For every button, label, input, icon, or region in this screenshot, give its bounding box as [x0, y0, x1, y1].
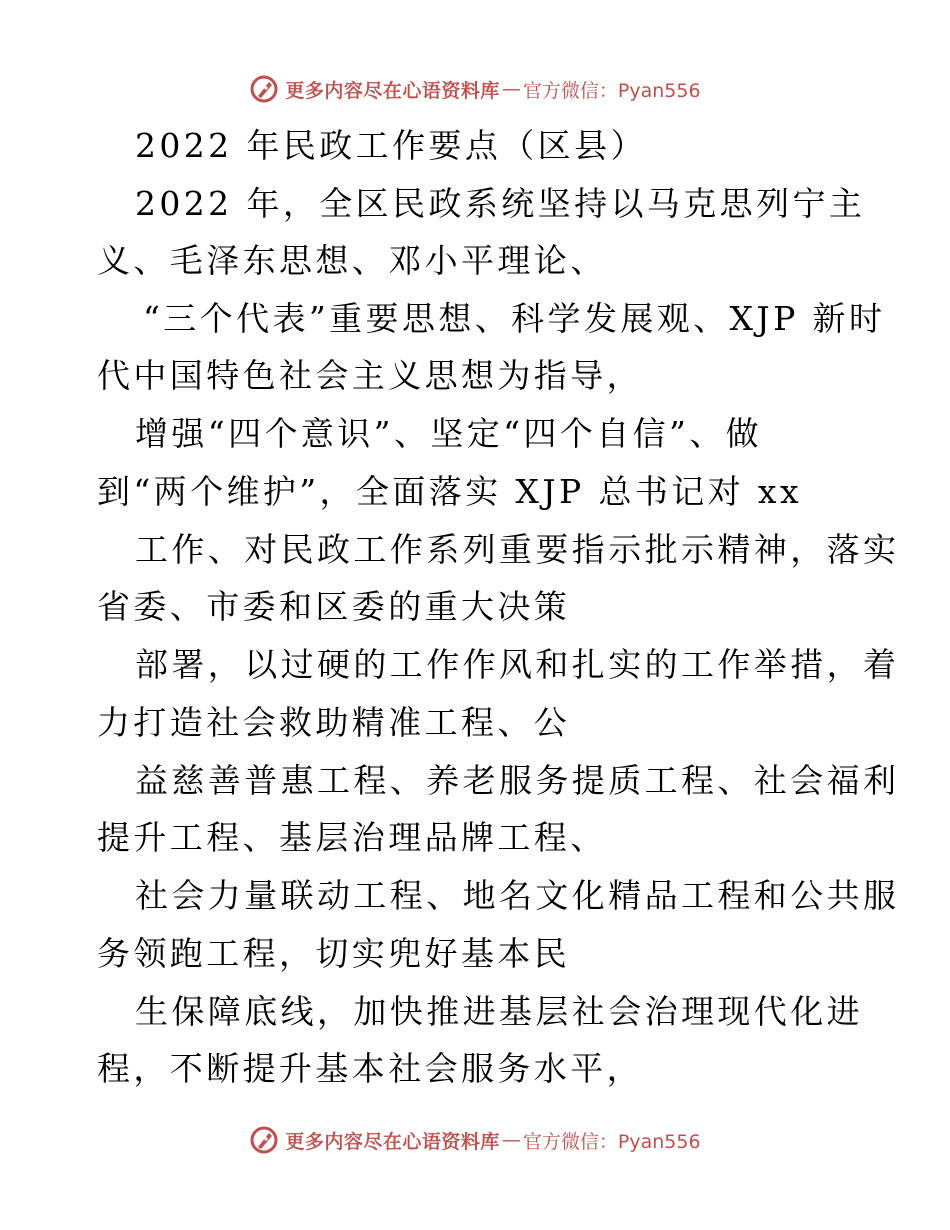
watermark-dash: — — [501, 78, 521, 100]
watermark-dash: — — [501, 1129, 521, 1151]
paragraph-line: 2022 年，全区民政系统坚持以马克思列宁主 — [135, 184, 866, 223]
paragraph-line: 义、毛泽东思想、邓小平理论、 — [97, 241, 607, 280]
pen-nib-circle-icon — [249, 1125, 279, 1155]
paragraph-line: 省委、市委和区委的重大决策 — [97, 587, 571, 626]
paragraph-line: 社会力量联动工程、地名文化精品工程和公共服 — [135, 876, 900, 915]
paragraph-line: 代中国特色社会主义思想为指导， — [97, 356, 643, 395]
paragraph-line: 到“两个维护”，全面落实 XJP 总书记对 xx — [97, 472, 802, 511]
watermark-text: 更多内容尽在心语资料库 — [285, 1130, 500, 1153]
watermark-account: 官方微信：Pyan556 — [522, 1130, 701, 1153]
footer-watermark — [0, 1123, 950, 1157]
watermark-account: 官方微信：Pyan556 — [522, 79, 701, 102]
paragraph-line: 务领跑工程，切实兜好基本民 — [97, 934, 571, 973]
header-watermark — [0, 72, 950, 106]
paragraph-line: 工作、对民政工作系列重要指示批示精神，落实 — [135, 530, 900, 569]
document-title: 2022 年民政工作要点（区县） — [135, 126, 647, 165]
paragraph-line: 增强“四个意识”、坚定“四个自信”、做 — [135, 414, 763, 453]
paragraph-line: 生保障底线，加快推进基层社会治理现代化进 — [135, 992, 863, 1031]
paragraph-line: 力打造社会救助精准工程、公 — [97, 703, 571, 742]
watermark-text: 更多内容尽在心语资料库 — [285, 79, 500, 102]
paragraph-line: “三个代表”重要思想、科学发展观、XJP 新时 — [143, 299, 886, 338]
paragraph-line: 提升工程、基层治理品牌工程、 — [97, 818, 607, 857]
pen-nib-circle-icon — [249, 74, 279, 104]
paragraph-line: 益慈善普惠工程、养老服务提质工程、社会福利 — [135, 761, 900, 800]
paragraph-line: 程，不断提升基本社会服务水平， — [97, 1049, 643, 1088]
paragraph-line: 部署，以过硬的工作作风和扎实的工作举措，着 — [135, 645, 900, 684]
